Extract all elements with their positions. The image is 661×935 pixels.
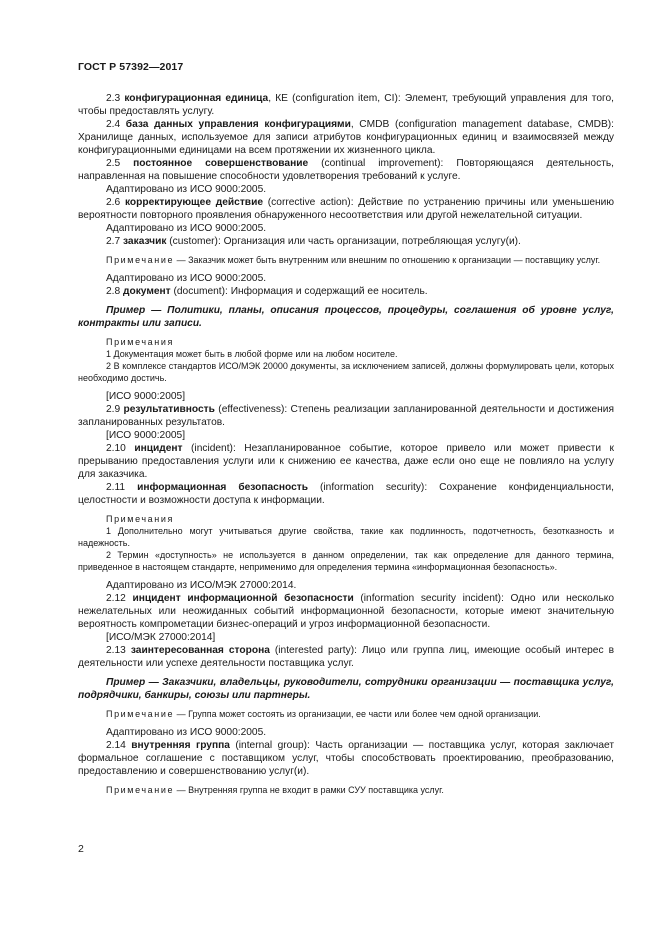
source-reference: [ИСО/МЭК 27000:2014] xyxy=(106,632,216,643)
note: 2 Термин «доступность» не используется в данном определении, так как определение для данного термина, приведенное в настоящем стандарте, неприменимо для определения термина «информационная безопасность». xyxy=(78,550,614,572)
notes-heading: Примечания xyxy=(106,337,174,347)
term-entry-2-5: 2.5 постоянное совершенствование (continual improvement): Повторяющаяся деятельность, направленная на повышение способности удовлетворения требований к услуге. xyxy=(78,158,614,182)
source-reference: Адаптировано из ИСО 9000:2005. xyxy=(106,184,267,195)
term-entry-2-4: 2.4 база данных управления конфигурациями, CMDB (configuration management database, CMDB): Хранилище данных, используемое для записи атрибутов конфигурационных единиц и взаимосвязей между конфигурационными единицами на всем протяжении их жизненного цикла. xyxy=(78,119,614,156)
source-reference: Адаптировано из ИСО 9000:2005. xyxy=(106,727,267,738)
term-entry-2-6: 2.6 корректирующее действие (corrective action): Действие по устранению причины или уменьшению вероятности повторного проявления обнаруженного несоответствия или другой нежелательной ситуации. xyxy=(78,197,615,221)
note: Примечание — Группа может состоять из организации, ее части или более чем одной организации. xyxy=(106,709,541,719)
example: Пример — Заказчики, владельцы, руководители, сотрудники организации — поставщика услуг, подрядчики, банкиры, союзы или партнеры. xyxy=(78,677,614,701)
note: Примечание — Заказчик может быть внутренним или внешним по отношению к организации — поставщику услуг. xyxy=(106,255,601,265)
note: 2 В комплексе стандартов ИСО/МЭК 20000 документы, за исключением записей, должны формулировать цели, которых необходимо достичь. xyxy=(78,361,614,383)
term-entry-2-7: 2.7 заказчик (customer): Организация или часть организации, потребляющая услугу(и). xyxy=(106,236,521,247)
term-entry-2-9: 2.9 результативность (effectiveness): Степень реализации запланированной деятельности и достижения запланированных результатов. xyxy=(78,404,614,428)
term-entry-2-11: 2.11 информационная безопасность (information security): Сохранение конфиденциальности, целостности и возможности доступа к информации. xyxy=(78,482,614,506)
term-entry-2-14: 2.14 внутренняя группа (internal group): Часть организации — поставщика услуг, которая заключает формальное соглашение с поставщиком услуг, чтобы способствовать проектированию, преобразованию, предоставлению и совершенствованию услуг(и). xyxy=(78,740,614,777)
term-entry-2-12: 2.12 инцидент информационной безопасности (information security incident): Одно или несколько нежелательных или неожиданных событий информационной безопасности, которые имеют значительную вероятность компрометации бизнес-операций и угроз информационной безопасности. xyxy=(78,593,614,630)
term-entry-2-3: 2.3 конфигурационная единица, КЕ (configuration item, CI): Элемент, требующий управления для того, чтобы предоставлять услугу. xyxy=(78,93,614,117)
source-reference: Адаптировано из ИСО 9000:2005. xyxy=(106,223,267,234)
document-header: ГОСТ Р 57392—2017 xyxy=(78,61,184,73)
term-entry-2-8: 2.8 документ (document): Информация и содержащий ее носитель. xyxy=(106,286,428,297)
page-number: 2 xyxy=(78,843,84,855)
note: Примечание — Внутренняя группа не входит в рамки СУУ поставщика услуг. xyxy=(106,785,444,795)
term-entry-2-10: 2.10 инцидент (incident): Незапланированное событие, которое привело или может привести к прерыванию предоставления услуги или к снижению ее качества, даже если оно еще не повлияло на услугу для заказчика. xyxy=(78,443,614,480)
note: 1 Документация может быть в любой форме или на любом носителе. xyxy=(106,349,398,359)
example: Пример — Политики, планы, описания процессов, процедуры, соглашения об уровне услуг, контракты или записи. xyxy=(78,305,614,329)
source-reference: Адаптировано из ИСО 9000:2005. xyxy=(106,273,267,284)
source-reference: Адаптировано из ИСО/МЭК 27000:2014. xyxy=(106,580,297,591)
term-entry-2-13: 2.13 заинтересованная сторона (interested party): Лицо или группа лиц, имеющие особый интерес в деятельности или успехе деятельности поставщика услуг. xyxy=(78,645,614,669)
source-reference: [ИСО 9000:2005] xyxy=(106,430,186,441)
source-reference: [ИСО 9000:2005] xyxy=(106,391,186,402)
document-body xyxy=(78,92,614,796)
notes-heading: Примечания xyxy=(106,514,174,524)
note: 1 Дополнительно могут учитываться другие свойства, такие как подлинность, подотчетность, безотказность и надежность. xyxy=(78,526,614,548)
